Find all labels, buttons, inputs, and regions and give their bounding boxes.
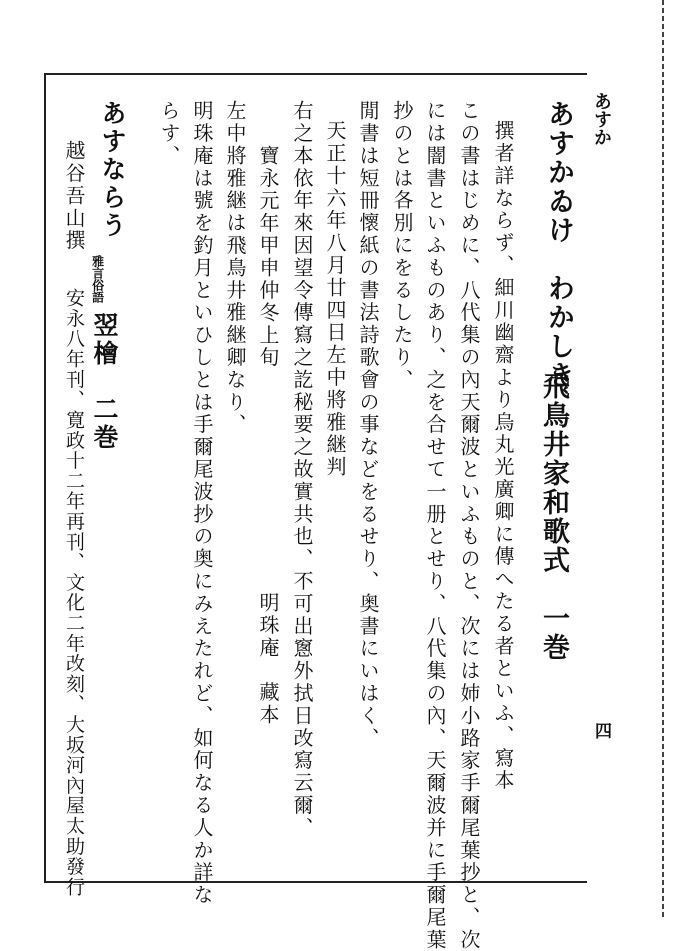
entry1-title: 飛鳥井家和歌式 一巻: [538, 372, 569, 662]
entry1-line-11: 明珠庵は號を釣月といひしとは手爾尾波抄の奥にみえたれど、如何なる人か詳な: [190, 100, 214, 907]
entry1-line-1: 撰者詳ならず、細川幽齋より烏丸光廣卿に傳へたる者といふ、寫本: [491, 120, 515, 792]
page-number: 四: [591, 722, 611, 739]
entry2-reading: あすならう: [98, 100, 127, 240]
entry1-line-6: 天正十六年八月廿四日左中將雅継判: [323, 120, 347, 479]
entry2-annotation: 雅言俗語: [90, 255, 105, 303]
page-edge: [662, 0, 664, 917]
entry1-line-2: この書はじめに、八代集の內天爾波といふものと、次には姉小路家手爾尾葉抄と、次: [457, 100, 481, 951]
entry1-line-9: 明珠庵 藏本: [256, 592, 280, 727]
entry2-title: 翌檜 二巻: [90, 312, 119, 452]
entry2-author: 越谷吾山撰: [62, 140, 86, 252]
entry1-line-5: 閒書は短冊懷紙の書法詩歌會の事などをるせり、奥書にいはく、: [356, 100, 380, 750]
entry1-line-8: 寶永元年甲申仲冬上旬: [256, 145, 280, 369]
entry1-reading: あすかゐけ わかしき: [543, 100, 574, 390]
entry1-line-7: 右之本依年來因望令傳寫之訖秘要之故實共也、不可出窻外拭日改寫云爾、: [290, 100, 314, 840]
entry1-line-3: には闇書といふものあり、之を合せて一册とせり、八代集の內、天爾波并に手爾尾葉: [423, 100, 447, 951]
running-head: あすか: [591, 92, 612, 146]
entry1-line-10: 左中將雅継は飛鳥井雅継卿なり、: [223, 100, 247, 436]
entry1-line-4: 抄のとは各別にをるしたり、: [390, 100, 414, 392]
entry1-line-12: らす、: [157, 100, 181, 168]
entry2-publication: 安永八年刊、寛政十二年再刊、文化二年改刻、大坂河內屋太助發行: [63, 288, 85, 897]
